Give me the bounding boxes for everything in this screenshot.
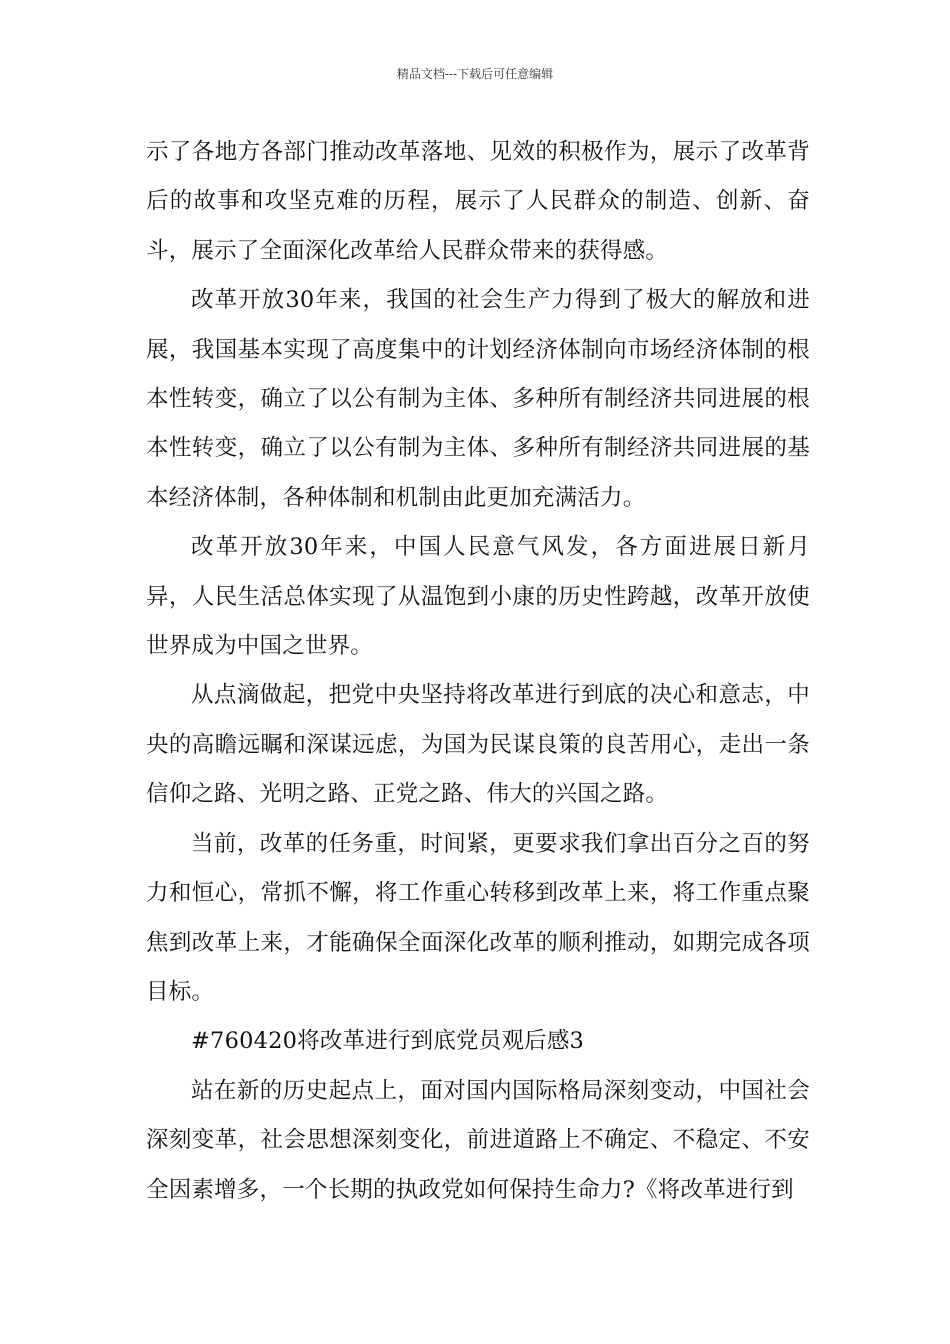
page-header: 精品文档---下载后可任意编辑 — [396, 67, 554, 81]
paragraph-current-task: 当前，改革的任务重，时间紧，更要求我们拿出百分之百的努力和恒心，常抓不懈，将工作重心转移到改革上来，将工作重点聚焦到改革上来，才能确保全面深化改革的顺利推动，如期完成各项目标。 — [146, 830, 810, 1005]
document-body — [146, 128, 810, 1215]
paragraph-continuation: 示了各地方各部门推动改革落地、见效的积极作为，展示了改革背后的故事和攻坚克难的历程，展示了人民群众的制造、创新、奋斗，展示了全面深化改革给人民群众带来的获得感。 — [146, 139, 810, 264]
paragraph-reform-30-years: 改革开放30年来，我国的社会生产力得到了极大的解放和进展，我国基本实现了高度集中的计划经济体制向市场经济体制的根本性转变，确立了以公有制为主体、多种所有制经济共同进展的根本性转变，确立了以公有制为主体、多种所有制经济共同进展的基本经济体制，各种体制和机制由此更加充满活力。 — [146, 287, 810, 511]
paragraph-chinese-people: 改革开放30年来，中国人民意气风发，各方面进展日新月异，人民生活总体实现了从温饱到小康的历史性跨越，改革开放使世界成为中国之世界。 — [146, 534, 810, 660]
paragraph-start-small: 从点滴做起，把党中央坚持将改革进行到底的决心和意志，中央的高瞻远瞩和深谋远虑，为国为民谋良策的良苦用心，走出一条信仰之路、光明之路、正党之路、伟大的兴国之路。 — [146, 682, 810, 808]
section-heading: #760420将改革进行到底党员观后感3 — [191, 1028, 585, 1055]
paragraph-new-starting-point: 站在新的历史起点上，面对国内国际格局深刻变动，中国社会深刻变革，社会思想深刻变化，前进道路上不确定、不稳定、不安全因素增多，一个长期的执政党如何保持生命力?《将改革进行到 — [146, 1077, 810, 1203]
